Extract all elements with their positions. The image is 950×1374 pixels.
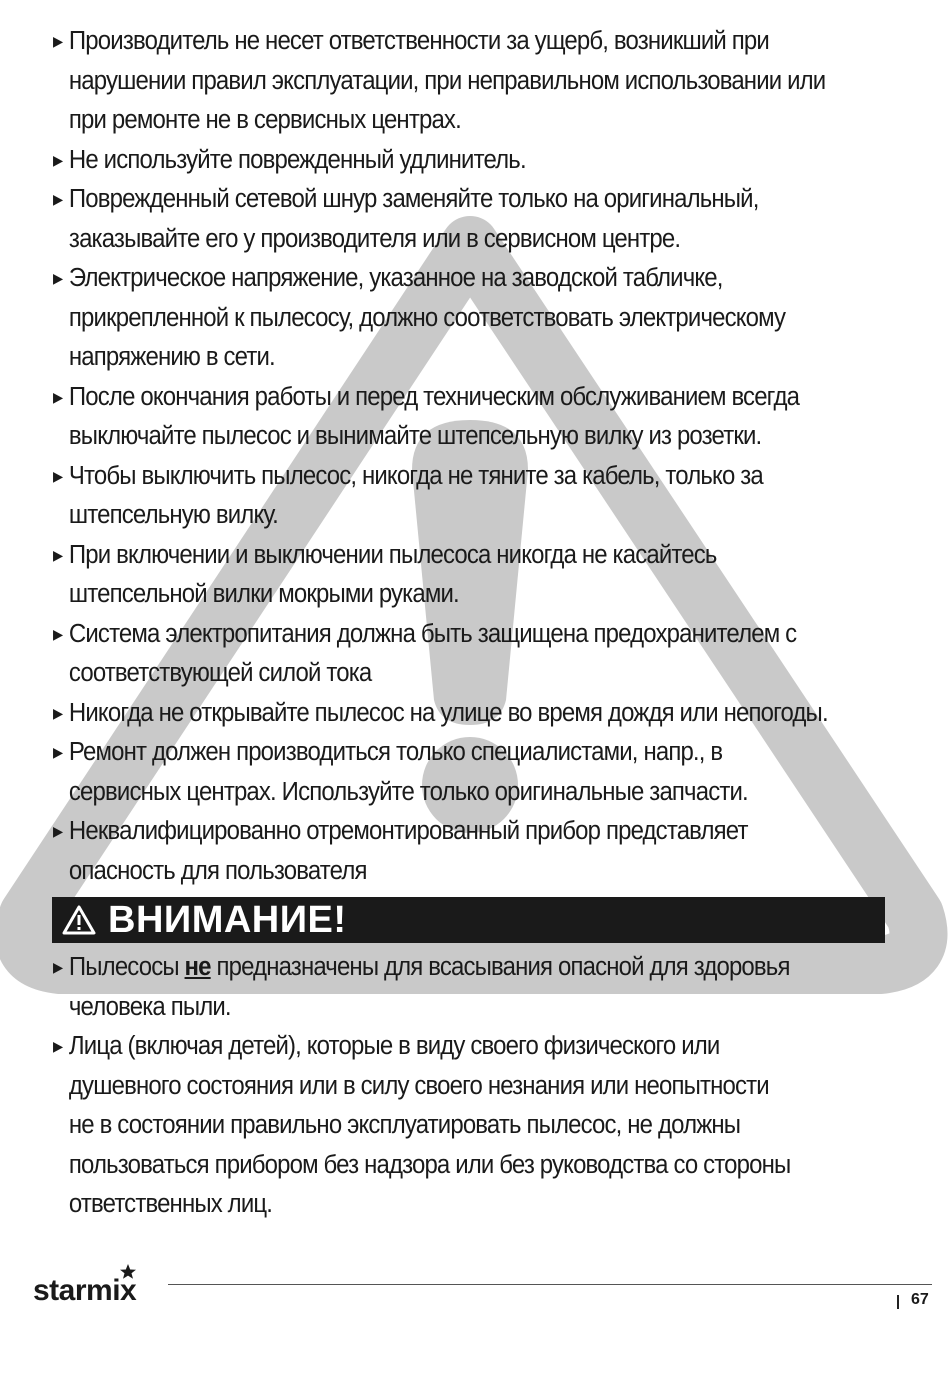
bullet-icon: ▶ bbox=[52, 270, 63, 286]
bullet-icon: ▶ bbox=[52, 467, 63, 484]
list-item: ▶ Электрическое напряжение, указанное на заводской табличке, прикрепленной к пылесосу, должно соответствовать электрическому напряжению в сети. bbox=[52, 259, 896, 378]
page-number: 67 bbox=[911, 1291, 929, 1308]
warning-heading-bar bbox=[52, 897, 885, 943]
bullet-icon: ▶ bbox=[52, 959, 63, 975]
bullet-icon: ▶ bbox=[52, 704, 63, 721]
bullet-icon: ▶ bbox=[52, 625, 63, 642]
bullet-icon: ▶ bbox=[52, 191, 63, 207]
list-item: ▶ Ремонт должен производиться только специалистами, напр., в сервисных центрах. Используйте только оригинальные запчасти. bbox=[52, 733, 896, 812]
list-item: ▶ Неквалифицированно отремонтированный прибор представляет опасность для пользователя bbox=[52, 812, 896, 891]
bullet-icon: ▶ bbox=[52, 744, 63, 760]
bullet-icon: ▶ bbox=[52, 546, 63, 563]
bullet-icon: ▶ bbox=[52, 1038, 63, 1054]
list-item: ▶ Чтобы выключить пылесос, никогда не тяните за кабель, только за штепсельную вилку. bbox=[52, 457, 896, 536]
page-number-separator bbox=[897, 1295, 899, 1309]
list-item: ▶ Лица (включая детей), которые в виду своего физического или душевного состояния или в силу своего незнания или неопытности не в состоянии правильно эксплуатировать пылесос, не должны пользоваться прибором без надзора или без руководства со стороны ответственных лиц. bbox=[52, 1027, 896, 1225]
bullet-icon: ▶ bbox=[52, 388, 63, 405]
list-item: ▶ Не используйте поврежденный удлинитель. bbox=[52, 141, 896, 181]
warning-triangle-icon bbox=[62, 905, 96, 935]
warning-title: ВНИМАНИЕ! bbox=[108, 898, 347, 941]
bullet-icon: ▶ bbox=[52, 823, 63, 839]
list-item: ▶ Производитель не несет ответственности за ущерб, возникший при нарушении правил эксплуатации, при неправильном использовании или при ремонте не в сервисных центрах. bbox=[52, 22, 896, 141]
list-item: ▶ После окончания работы и перед техническим обслуживанием всегда выключайте пылесос и вынимайте штепсельную вилку из розетки. bbox=[52, 378, 896, 457]
safety-instructions-list bbox=[52, 22, 892, 891]
bullet-icon: ▶ bbox=[52, 151, 63, 168]
bullet-icon: ▶ bbox=[52, 33, 63, 49]
warning-list bbox=[52, 948, 892, 1225]
list-item: ▶ Система электропитания должна быть защищена предохранителем с соответствующей силой тока bbox=[52, 615, 896, 694]
list-item: ▶ Никогда не открывайте пылесос на улице во время дождя или непогоды. bbox=[52, 694, 896, 734]
list-item: ▶ При включении и выключении пылесоса никогда не касайтесь штепсельной вилки мокрыми руками. bbox=[52, 536, 896, 615]
list-item: ▶ Пылесосы не предназначены для всасывания опасной для здоровья человека пыли. bbox=[52, 948, 896, 1027]
emphasis-not: не bbox=[184, 953, 211, 981]
footer-divider bbox=[168, 1284, 932, 1285]
starmix-logo bbox=[33, 1262, 158, 1304]
list-item: ▶ Поврежденный сетевой шнур заменяйте только на оригинальный, заказывайте его у производителя или в сервисном центре. bbox=[52, 180, 896, 259]
svg-text:starmix: starmix bbox=[33, 1274, 137, 1304]
